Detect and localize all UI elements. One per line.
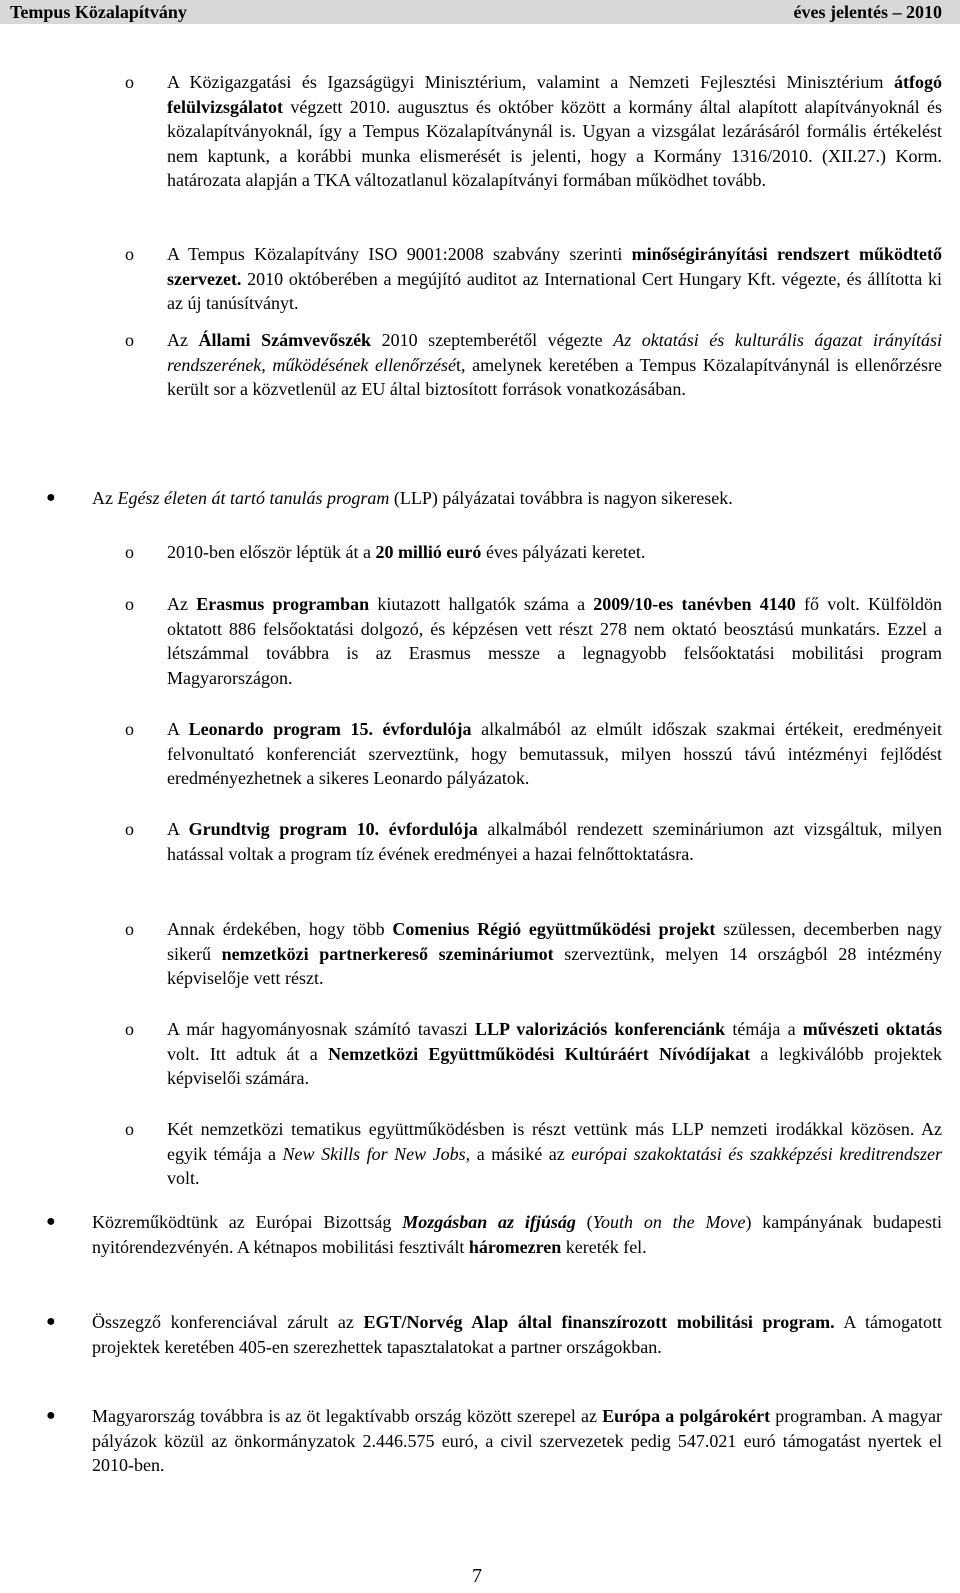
list-item [125,817,942,866]
text-segment: Magyarország továbbra is az öt legaktívabb ország között szerepel az [92,1406,603,1426]
text-segment: Mozgásban az ifjúság [402,1212,576,1232]
circle-bullet-icon: o [125,719,134,739]
text-segment: végzett 2010. augusztus és október között a kormány által alapított alapítványoknál és közalapítványoknál, így a Tempus Közalapítványnál is. Ugyan a vizsgálat lezárásáról formális értékelést nem kaptunk, a korábbi munka elismerését is jelenti, hogy a Kormány 1316/2010. (XII.27.) Korm. határozata alapján a TKA változatlanul közalapítványi formában működhet tovább. [167,96,942,190]
paragraph-text [167,594,942,688]
text-segment: szülessen, decemberben nagy sikerű [167,919,942,964]
dot-bullet-icon: ● [46,1213,56,1230]
text-segment: ( [575,1212,593,1232]
text-segment: alkalmából rendezett szemináriumon azt vizsgáltuk, milyen hatással voltak a program tíz évének eredményei a hazai felnőttoktatásra. [167,819,942,864]
text-segment: témája a [725,1019,803,1039]
circle-bullet-icon: o [125,919,134,939]
paragraph-text [167,72,942,190]
text-segment: EGT/Norvég Alap által finanszírozott mobilitási program. [363,1312,835,1332]
text-segment: európai szakoktatási és szakképzési kreditrendszer [571,1143,942,1164]
circle-bullet-icon: o [125,819,134,839]
dot-bullet-icon: ● [46,1407,56,1424]
text-segment: volt. [167,1168,200,1188]
paragraph-text [167,1019,942,1088]
paragraph-text [167,819,942,864]
text-segment: minőségirányítási rendszert működtető szervezet. [167,244,942,289]
header-report-title: éves jelentés – 2010 [793,2,942,22]
list-item [125,1117,942,1191]
text-segment: Állami Számvevőszék [198,330,372,350]
text-segment: Youth on the Move [592,1212,746,1232]
list-item [46,486,942,511]
list-item [125,917,943,991]
text-segment: nemzetközi partnerkereső szemináriumot [221,943,554,964]
text-segment: háromezren [468,1236,562,1257]
text-segment: LLP valorizációs konferenciánk [475,1019,726,1039]
paragraph-text [92,1312,942,1357]
text-segment: szerveztünk, melyen 14 országból 28 intézmény képviselője vett részt. [167,943,943,988]
text-segment: Grundtvig program 10. [188,819,380,839]
text-segment: évfordulója [382,719,472,739]
text-segment: ) kampányának budapesti nyitórendezvényén. A kétnapos mobilitási fesztivált [92,1212,942,1257]
circle-bullet-icon: o [125,542,134,562]
circle-bullet-icon: o [125,594,134,614]
list-item [125,328,942,402]
text-segment: A Közigazgatási és Igazságügyi Minisztérium, valamint a Nemzeti Fejlesztési Minisztérium [167,72,894,92]
text-segment: volt. Itt adtuk át a [167,1043,329,1064]
list-item [46,1310,943,1359]
text-segment: A [167,819,189,839]
header-org: Tempus Közalapítvány [10,2,187,22]
text-segment: A támogatott projektek keretében 405-en szerezhettek tapasztalatokat a partner országokban. [92,1312,943,1357]
list-item [125,242,942,316]
list-item [125,592,942,690]
paragraph-text [167,719,942,788]
paragraph-text [92,1212,942,1257]
list-item [46,1404,942,1478]
paragraph-text [167,330,942,399]
text-segment: Az oktatási és kulturális ágazat irányítási rendszerének, működésének ellenőrzésé [167,330,942,375]
text-segment: 2010-ben először léptük át a [167,542,376,562]
circle-bullet-icon: o [125,330,134,350]
text-segment: évfordulója [388,819,478,839]
text-segment: New Skills for New Jobs [282,1143,466,1164]
paragraph-text [167,919,942,988]
text-segment: Leonardo program 15. [188,719,373,739]
circle-bullet-icon: o [125,72,134,92]
text-segment: éves pályázati keretet. [481,542,646,562]
text-segment: Comenius Régió együttműködési projekt [392,919,716,939]
list-item [125,1017,942,1091]
text-segment: Közreműködtünk az Európai Bizottság [92,1212,403,1232]
page-number: 7 [472,1565,482,1587]
text-segment: Összegző konferenciával zárult az [92,1312,364,1332]
circle-bullet-icon: o [125,1119,134,1139]
paragraph-text [167,244,942,313]
text-segment: 2010 szeptemberétől végezte [371,330,614,350]
text-segment: Az [92,488,118,508]
paragraph-text [92,1406,942,1475]
circle-bullet-icon: o [125,1019,134,1039]
text-segment: 2010 októberében a megújító auditot az International Cert Hungary Kft. végezte, és állította ki az új tanúsítványt. [167,268,942,313]
text-segment: programban. A magyar pályázok közül az önkormányzatok 2.446.575 euró, a civil szervezetek pedig 547.021 euró támogatást nyertek el 2010-ben. [92,1406,942,1475]
paragraph-text [167,1119,942,1188]
list-item [125,717,942,791]
text-segment: Az [167,330,199,350]
text-segment: t, amelynek keretében a Tempus Közalapítványnál is ellenőrzésre került sor a közvetlenül az EU által biztosított források vonatkozásában. [167,354,942,399]
text-segment: 20 millió euró [375,542,482,562]
text-segment: Európa a polgárokért [602,1406,771,1426]
list-item [46,1210,942,1259]
text-segment: a legkiválóbb projektek képviselői számára. [167,1043,942,1088]
text-segment: Az [167,594,197,614]
text-segment: A már hagyományosnak számító tavaszi [167,1019,476,1039]
text-segment: Erasmus programban [196,594,370,614]
text-segment: kiutazott hallgatók száma a [369,594,594,614]
dot-bullet-icon: ● [46,489,56,506]
text-segment [373,719,383,739]
text-segment: Két nemzetközi tematikus együttműködésben is részt vettünk más LLP nemzeti irodákkal közösen. Az egyik témája a [167,1119,942,1164]
text-segment: A Tempus Közalapítvány ISO 9001:2008 szabvány szerinti [167,244,632,264]
paragraph-text [92,488,733,508]
list-item [125,540,942,565]
text-segment: Nemzetközi Együttműködési Kultúráért Nívódíjakat [328,1043,751,1064]
text-segment [379,819,389,839]
list-item [125,70,942,193]
text-segment: fő volt. Külföldön oktatott 886 felsőoktatási dolgozó, és képzésen vett részt 278 nem oktató beosztású munkatárs. Ezzel a létszámmal továbbra is az Erasmus messze a legnagyobb felsőoktatási mobilitási program Magyarországon. [167,594,942,688]
text-segment: kereték fel. [561,1236,647,1257]
paragraph-text [167,542,645,562]
circle-bullet-icon: o [125,244,134,264]
text-segment: művészeti oktatás [802,1019,942,1039]
text-segment: , a másiké az [465,1143,572,1164]
text-segment: (LLP) pályázatai továbbra is nagyon sikeresek. [389,488,733,508]
text-segment: alkalmából az elmúlt időszak szakmai értékeit, eredményeit felvonultató konferenciát szerveztünk, hogy bemutassuk, milyen hosszú távú intézményi fejlődést eredményezhetnek a sikeres Leonardo pályázatok. [167,719,942,788]
text-segment: Annak érdekében, hogy több [167,919,393,939]
page-header [0,0,960,24]
text-segment: A [167,719,189,739]
dot-bullet-icon: ● [46,1313,56,1330]
text-segment: 2009/10-es tanévben 4140 [593,594,796,614]
text-segment: átfogó felülvizsgálatot [167,72,942,117]
text-segment: Egész életen át tartó tanulás program [117,488,390,508]
